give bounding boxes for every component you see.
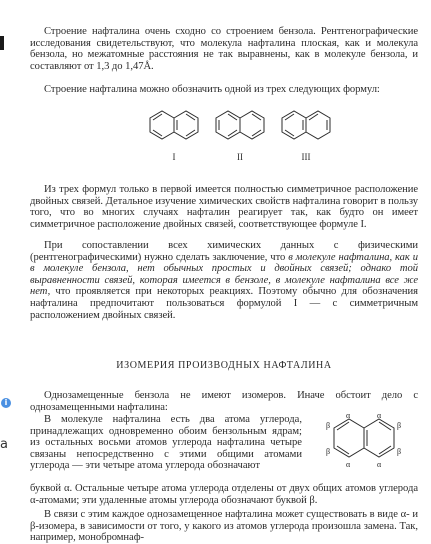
conclusion-end: что проявляется при некоторых реакциях. Поэтому обычно для обозначения нафталина предпочитают пользоваться формулой I — с симметричным расположением двойных связей. (30, 286, 418, 321)
paragraph-structure: Строение нафталина очень сходно со строением бензола. Рентгенографические исследования свидетельствуют, что молекула нафталина плоская, как и молекула бензола, но межатомные расстояния не так выравнены, как в молекуле бензола, и составляют от 1,3 до 1,47Å. (30, 26, 418, 72)
formula-2-structure (216, 111, 264, 139)
alpha-label-bottom-right: α (377, 460, 382, 469)
alpha-label-bottom-left: α (346, 460, 351, 469)
formula-label-2: II (237, 152, 243, 162)
beta-label-top-left: β (326, 421, 331, 430)
formula-3-structure (282, 111, 330, 139)
alpha-label-top-right: α (377, 411, 382, 420)
conclusion-start: При сопоставлении всех химических данных с физическими (рентгенографическими) нужно сделать заключение, что (30, 240, 418, 263)
beta-label-top-right: β (397, 421, 402, 430)
paragraph-isomers: Однозамещенные бензола не имеют изомеров. Иначе обстоит дело с однозамещенными нафталина: (30, 390, 418, 413)
beta-label-bottom-left: β (326, 447, 331, 456)
beta-label-bottom-right: β (397, 447, 402, 456)
info-icon[interactable]: i (1, 398, 11, 408)
left-margin-strip (0, 0, 8, 543)
margin-bar (0, 36, 4, 50)
paragraph-beta-atoms: буквой α. Остальные четыре атома углерода отделены от двух общих атомов углерода α-атомами; эти удаленные атомы углерода обозначают буквой β. (30, 483, 418, 506)
naphthalene-formulas (128, 108, 348, 172)
margin-glyph: a (0, 437, 8, 452)
paragraph-alpha-atoms: В молекуле нафталина есть два атома углерода, принадлежащих одновременно обоим бензольным ядрам; из остальных восьми атомов углерода нафталина четыре связаны непосредственно с этими общими атомами углерода — эти четыре атома углерода обозначают (30, 414, 302, 472)
paragraph-formulas-intro: Строение нафталина можно обозначить одной из трех следующих формул: (44, 84, 380, 95)
naphthalene-positions-diagram (304, 410, 422, 480)
formula-1-structure (150, 111, 198, 139)
formula-label-1: I (172, 152, 176, 162)
document-page (30, 0, 422, 543)
conclusion-italic: в молекуле нафталина, как и в молекуле бензола, нет обычных простых и двойных связей; однако той выравненности связей, которая имеется в бензоле, в молекуле нафталина все же нет, (30, 251, 418, 298)
formula-drawings (128, 108, 348, 172)
paragraph-substitution: В связи с этим каждое однозамещенное нафталина может существовать в виде α- и β-изомера, в зависимости от того, у какого из атомов углерода произошла замена. Так, например, монобромнаф- (30, 509, 418, 544)
positions-drawing (304, 410, 422, 480)
paragraph-conclusion (30, 240, 418, 321)
paragraph-symmetry: Из трех формул только в первой имеется полностью симметричное расположение двойных связей. Детальное изучение химических свойств нафталина говорит в пользу того, что во многих случаях нафталин реагирует так, как будто он имеет симметричное расположение двойных связей, соответствующее формуле I. (30, 184, 418, 230)
section-heading: ИЗОМЕРИЯ ПРОИЗВОДНЫХ НАФТАЛИНА (116, 360, 332, 371)
formula-label-3: III (301, 152, 311, 162)
alpha-label-top-left: α (346, 411, 351, 420)
